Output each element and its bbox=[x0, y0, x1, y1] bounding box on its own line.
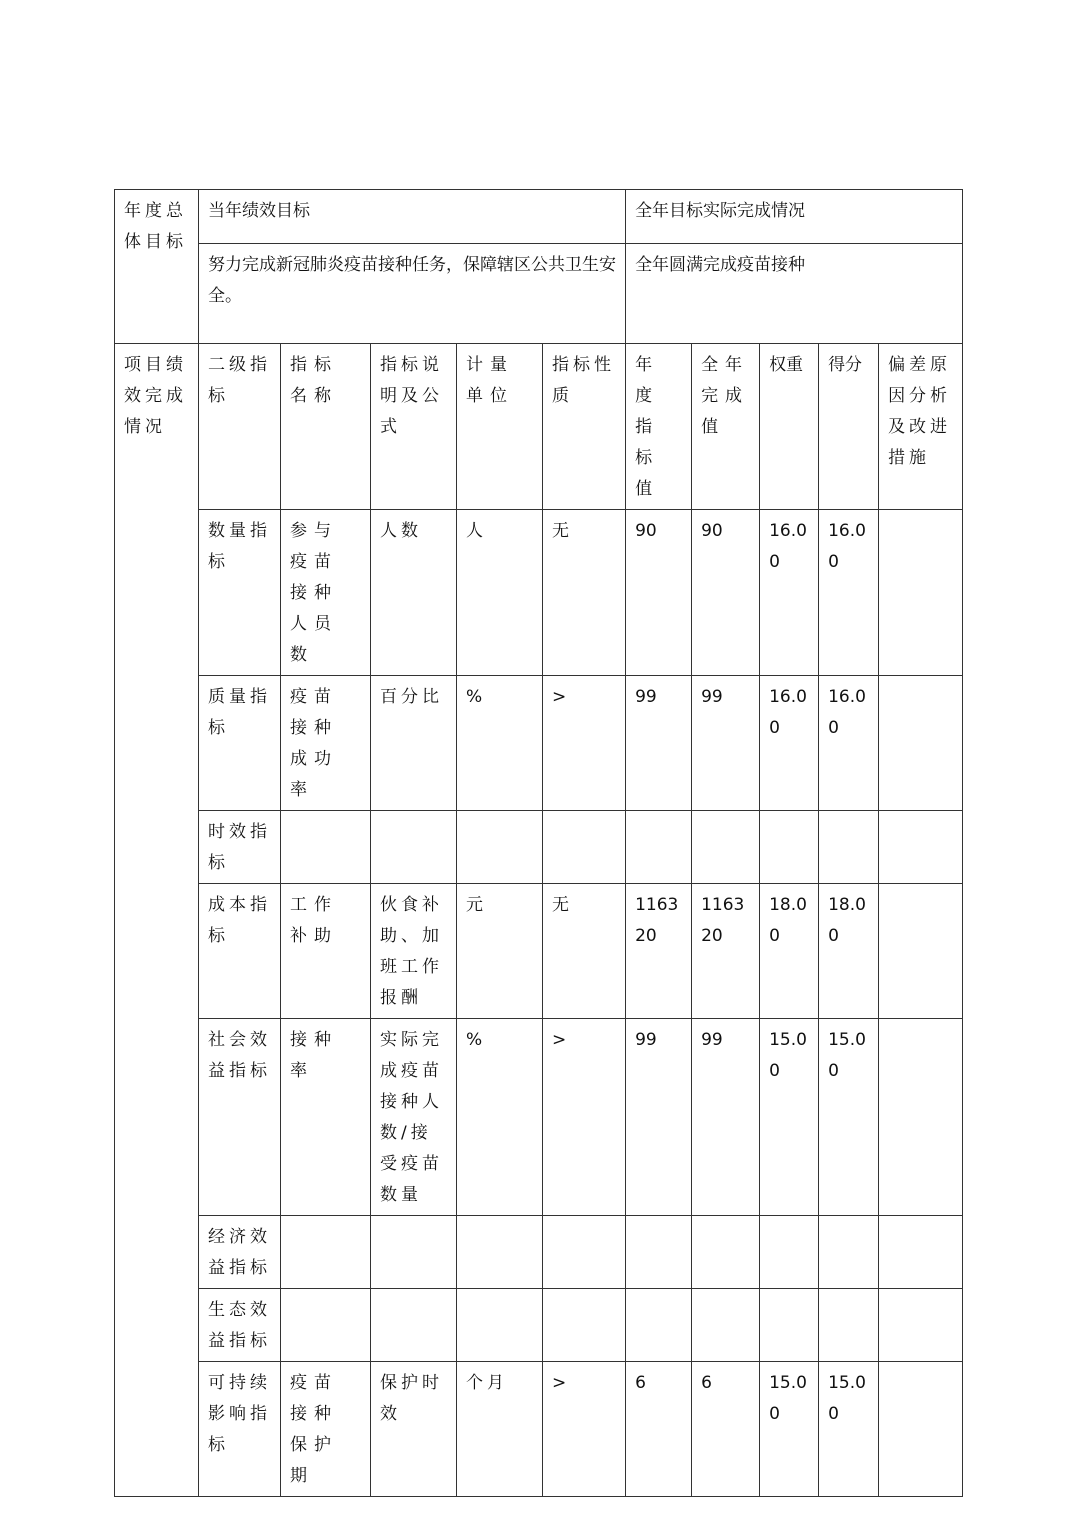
deviation-cell bbox=[879, 510, 963, 676]
annual-value-cell: 116320 bbox=[626, 884, 692, 1019]
indicator-row bbox=[115, 811, 963, 884]
actual-value-cell: 99 bbox=[692, 1019, 760, 1216]
level2-cell: 可持续影响指标 bbox=[199, 1362, 281, 1497]
unit-cell bbox=[457, 1216, 543, 1289]
annual-value-cell bbox=[626, 1216, 692, 1289]
header-annual: 年度指标值 bbox=[626, 344, 692, 510]
header-nature: 指标性质 bbox=[543, 344, 626, 510]
goal-header-row bbox=[115, 190, 963, 244]
desc-cell bbox=[371, 1216, 457, 1289]
performance-label: 项目绩效完成情况 bbox=[115, 344, 199, 1497]
nature-cell bbox=[543, 1289, 626, 1362]
target-text: 努力完成新冠肺炎疫苗接种任务，保障辖区公共卫生安全。 bbox=[199, 244, 626, 344]
level2-cell: 质量指标 bbox=[199, 676, 281, 811]
goal-content-row bbox=[115, 244, 963, 344]
desc-cell: 人数 bbox=[371, 510, 457, 676]
weight-cell: 16.00 bbox=[760, 510, 819, 676]
weight-cell: 15.00 bbox=[760, 1362, 819, 1497]
nature-cell bbox=[543, 811, 626, 884]
name-cell bbox=[281, 1289, 371, 1362]
actual-value-cell bbox=[692, 811, 760, 884]
header-desc: 指标说明及公式 bbox=[371, 344, 457, 510]
performance-table bbox=[114, 189, 963, 1497]
level2-cell: 经济效益指标 bbox=[199, 1216, 281, 1289]
annual-value-cell: 99 bbox=[626, 1019, 692, 1216]
unit-cell bbox=[457, 1289, 543, 1362]
deviation-cell bbox=[879, 1362, 963, 1497]
nature-cell bbox=[543, 1216, 626, 1289]
level2-cell: 时效指标 bbox=[199, 811, 281, 884]
desc-cell: 保护时效 bbox=[371, 1362, 457, 1497]
actual-value-cell: 116320 bbox=[692, 884, 760, 1019]
actual-header: 全年目标实际完成情况 bbox=[626, 190, 963, 244]
unit-cell: % bbox=[457, 1019, 543, 1216]
header-deviation: 偏差原因分析及改进措施 bbox=[879, 344, 963, 510]
target-header: 当年绩效目标 bbox=[199, 190, 626, 244]
nature-cell: > bbox=[543, 676, 626, 811]
indicator-row bbox=[115, 1289, 963, 1362]
deviation-cell bbox=[879, 811, 963, 884]
nature-cell: 无 bbox=[543, 510, 626, 676]
header-weight: 权重 bbox=[760, 344, 819, 510]
level2-cell: 社会效益指标 bbox=[199, 1019, 281, 1216]
level2-cell: 成本指标 bbox=[199, 884, 281, 1019]
deviation-cell bbox=[879, 1289, 963, 1362]
weight-cell: 18.00 bbox=[760, 884, 819, 1019]
annual-value-cell: 99 bbox=[626, 676, 692, 811]
actual-value-cell bbox=[692, 1216, 760, 1289]
header-unit: 计量单位 bbox=[457, 344, 543, 510]
name-cell: 疫苗接种保护期 bbox=[281, 1362, 371, 1497]
score-cell: 15.00 bbox=[819, 1019, 879, 1216]
score-cell: 15.00 bbox=[819, 1362, 879, 1497]
header-name: 指标名称 bbox=[281, 344, 371, 510]
indicator-row bbox=[115, 676, 963, 811]
actual-value-cell: 6 bbox=[692, 1362, 760, 1497]
actual-value-cell: 99 bbox=[692, 676, 760, 811]
name-cell bbox=[281, 811, 371, 884]
weight-cell: 16.00 bbox=[760, 676, 819, 811]
weight-cell: 15.00 bbox=[760, 1019, 819, 1216]
name-cell bbox=[281, 1216, 371, 1289]
annual-goal-label: 年度总体目标 bbox=[115, 190, 199, 344]
deviation-cell bbox=[879, 884, 963, 1019]
header-score: 得分 bbox=[819, 344, 879, 510]
level2-cell: 生态效益指标 bbox=[199, 1289, 281, 1362]
nature-cell: 无 bbox=[543, 884, 626, 1019]
desc-cell bbox=[371, 811, 457, 884]
level2-cell: 数量指标 bbox=[199, 510, 281, 676]
score-cell bbox=[819, 811, 879, 884]
unit-cell: 元 bbox=[457, 884, 543, 1019]
desc-cell: 实际完成疫苗接种人数/接受疫苗数量 bbox=[371, 1019, 457, 1216]
score-cell: 16.00 bbox=[819, 510, 879, 676]
indicator-row bbox=[115, 1362, 963, 1497]
name-cell: 疫苗接种成功率 bbox=[281, 676, 371, 811]
actual-value-cell: 90 bbox=[692, 510, 760, 676]
annual-value-cell: 90 bbox=[626, 510, 692, 676]
score-cell bbox=[819, 1216, 879, 1289]
indicator-header-row bbox=[115, 344, 963, 510]
unit-cell bbox=[457, 811, 543, 884]
header-actual: 全年完成值 bbox=[692, 344, 760, 510]
deviation-cell bbox=[879, 676, 963, 811]
weight-cell bbox=[760, 1289, 819, 1362]
desc-cell: 伙食补助、加班工作报酬 bbox=[371, 884, 457, 1019]
unit-cell: % bbox=[457, 676, 543, 811]
score-cell bbox=[819, 1289, 879, 1362]
annual-value-cell bbox=[626, 811, 692, 884]
name-cell: 参与疫苗接种人员数 bbox=[281, 510, 371, 676]
score-cell: 18.00 bbox=[819, 884, 879, 1019]
actual-value-cell bbox=[692, 1289, 760, 1362]
nature-cell: > bbox=[543, 1019, 626, 1216]
desc-cell bbox=[371, 1289, 457, 1362]
unit-cell: 人 bbox=[457, 510, 543, 676]
name-cell: 接种率 bbox=[281, 1019, 371, 1216]
weight-cell bbox=[760, 811, 819, 884]
indicator-row bbox=[115, 510, 963, 676]
annual-value-cell bbox=[626, 1289, 692, 1362]
annual-value-cell: 6 bbox=[626, 1362, 692, 1497]
header-level2: 二级指标 bbox=[199, 344, 281, 510]
deviation-cell bbox=[879, 1216, 963, 1289]
indicator-row bbox=[115, 884, 963, 1019]
actual-text: 全年圆满完成疫苗接种 bbox=[626, 244, 963, 344]
score-cell: 16.00 bbox=[819, 676, 879, 811]
unit-cell: 个月 bbox=[457, 1362, 543, 1497]
name-cell: 工作补助 bbox=[281, 884, 371, 1019]
weight-cell bbox=[760, 1216, 819, 1289]
deviation-cell bbox=[879, 1019, 963, 1216]
desc-cell: 百分比 bbox=[371, 676, 457, 811]
nature-cell: > bbox=[543, 1362, 626, 1497]
indicator-row bbox=[115, 1216, 963, 1289]
indicator-row bbox=[115, 1019, 963, 1216]
